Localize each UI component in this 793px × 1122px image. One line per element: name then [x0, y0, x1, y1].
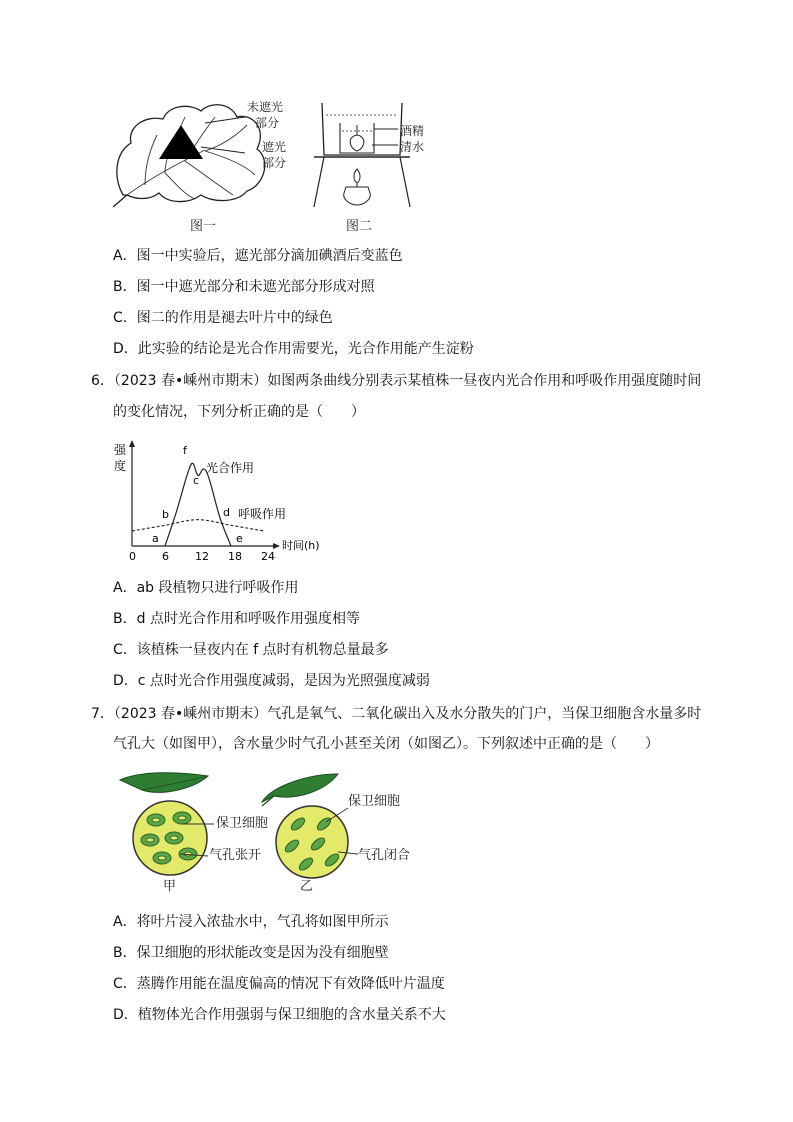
leaf-left: [120, 773, 208, 793]
stomata-circle-open: [133, 801, 207, 875]
point-label-f: f: [183, 444, 187, 457]
caption-yi: 乙: [300, 879, 314, 894]
label-shaded-2: 部分: [262, 156, 287, 170]
label-stoma-open: 气孔张开: [209, 848, 262, 863]
x-tick-24: 24: [261, 550, 275, 563]
stomata-figure: [112, 772, 432, 902]
q6-option-d: D．c 点时光合作用强度减弱，是因为光照强度减弱: [113, 673, 430, 689]
q6-option-c: C．该植株一昼夜内在 f 点时有机物总量最多: [113, 642, 389, 658]
label-unshaded-2: 部分: [255, 116, 280, 130]
q6-option-a: A．ab 段植物只进行呼吸作用: [113, 580, 299, 596]
q6-stem-line2: 的变化情况，下列分析正确的是（ ）: [113, 404, 365, 420]
q7-stem-line2: 气孔大（如图甲），含水量少时气孔小甚至关闭（如图乙）。下列叙述中正确的是（ ）: [113, 736, 659, 752]
caption-figure2: 图二: [346, 219, 373, 234]
q5-option-d: D．此实验的结论是光合作用需要光，光合作用能产生淀粉: [113, 341, 474, 357]
beaker-figure: [312, 95, 412, 213]
intensity-chart: [110, 438, 330, 568]
x-tick-18: 18: [228, 550, 242, 563]
q5-option-b: B．图一中遮光部分和未遮光部分形成对照: [113, 279, 375, 295]
shaded-triangle: [159, 125, 203, 159]
label-guard-cell-left: 保卫细胞: [216, 816, 269, 831]
chart-ylabel-2: 度: [114, 459, 127, 473]
leaf-right: [262, 774, 338, 802]
label-shaded-1: 遮光: [262, 140, 287, 154]
q7-option-c: C．蒸腾作用能在温度偏高的情况下有效降低叶片温度: [113, 976, 445, 992]
q6-stem-line1: 6．（2023 春•嵊州市期末）如图两条曲线分别表示某植株一昼夜内光合作用和呼吸作用强度随时间: [91, 373, 702, 389]
label-unshaded-1: 未遮光: [247, 100, 284, 114]
x-tick-0: 0: [129, 550, 136, 563]
label-stoma-closed: 气孔闭合: [358, 848, 411, 863]
label-water: 清水: [400, 140, 425, 154]
point-label-e: e: [236, 532, 243, 545]
point-label-a: a: [152, 532, 159, 545]
q7-stem-line1: 7．（2023 春•嵊州市期末）气孔是氧气、二氧化碳出入及水分散失的门户，当保卫细胞含水量多时: [91, 706, 702, 722]
series-label-respiration: 呼吸作用: [238, 507, 287, 521]
x-tick-12: 12: [195, 550, 209, 563]
caption-jia: 甲: [163, 879, 177, 894]
caption-figure1: 图一: [190, 219, 217, 234]
q6-option-b: B．d 点时光合作用和呼吸作用强度相等: [113, 611, 360, 627]
series-label-photosynthesis: 光合作用: [206, 461, 255, 475]
point-label-d: d: [223, 506, 230, 519]
label-guard-cell-right: 保卫细胞: [348, 794, 401, 809]
q7-option-b: B．保卫细胞的形状能改变是因为没有细胞壁: [113, 945, 389, 961]
point-label-b: b: [162, 508, 169, 521]
point-label-c: c: [193, 474, 200, 487]
q5-option-a: A．图一中实验后，遮光部分滴加碘酒后变蓝色: [113, 248, 403, 264]
q7-option-a: A．将叶片浸入浓盐水中，气孔将如图甲所示: [113, 914, 389, 930]
stomata-circle-closed: [276, 806, 348, 878]
chart-xlabel: 时间(h): [282, 539, 320, 552]
respiration-curve: [132, 520, 264, 531]
label-alcohol: 酒精: [400, 124, 425, 138]
chart-ylabel-1: 强: [114, 443, 127, 457]
q7-option-d: D．植物体光合作用强弱与保卫细胞的含水量关系不大: [113, 1007, 446, 1023]
q5-option-c: C．图二的作用是褪去叶片中的绿色: [113, 310, 333, 326]
x-tick-6: 6: [162, 550, 169, 563]
